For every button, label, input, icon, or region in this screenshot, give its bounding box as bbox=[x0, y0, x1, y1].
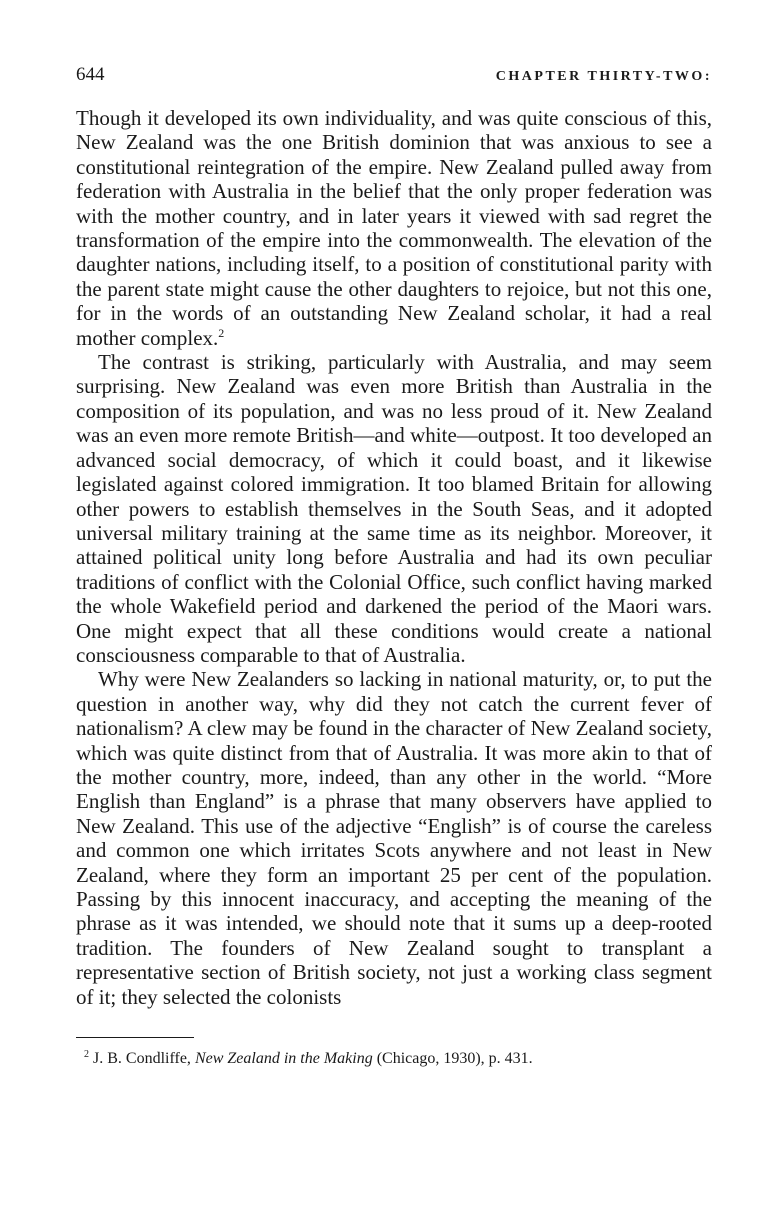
chapter-heading: CHAPTER THIRTY-TWO: bbox=[495, 69, 712, 84]
footnote-number: 2 bbox=[84, 1049, 89, 1061]
page-number: 644 bbox=[76, 64, 105, 85]
footnote-details: (Chicago, 1930), p. 431. bbox=[376, 1050, 533, 1068]
footnote-title: New Zealand in the Making bbox=[194, 1050, 373, 1068]
paragraph-2: The contrast is striking, particularly with Australia, and may seem surprising. New Zealand was even more British than Australia in the composition of its population, and was no less proud of it. New Zealand was an even more remote British—and white—outpost. It too developed an advanced social democracy, of which it could boast, and it likewise legislated against colored immigration. It too blamed Britain for allowing other powers to establish themselves in the South Seas, and it adopted universal military training at the same time as its neighbor. Moreover, it attained political unity long before Australia and had its own peculiar traditions of conflict with the Colonial Office, such conflict having marked the whole Wakefield period and darkened the period of the Maori wars. One might expect that all these conditions would create a national consciousness comparable to that of Australia. bbox=[76, 350, 712, 667]
paragraph-1-text: Though it developed its own individuality, and was quite conscious of this, New Zealand was the one British dominion that was anxious to see a constitutional reintegration of the empire. New Zealand pulled away from federation with Australia in the belief that the only proper federation was with the mother country, and in later years it viewed with sad regret the transformation of the empire into the commonwealth. The elevation of the daughter nations, including itself, to a position of constitutional parity with the parent state might cause the other daughters to rejoice, but not this one, for in the words of an outstanding New Zealand scholar, it had a real mother complex. bbox=[76, 106, 712, 350]
footnote-rule bbox=[76, 1037, 194, 1038]
footnote-reference: 2 bbox=[218, 325, 225, 340]
running-head bbox=[76, 64, 712, 94]
footnote-author: J. B. Condliffe, bbox=[93, 1050, 191, 1068]
body-text bbox=[76, 106, 712, 1009]
paragraph-1 bbox=[76, 106, 712, 350]
paragraph-3: Why were New Zealanders so lacking in national maturity, or, to put the question in another way, why did they not catch the current fever of nationalism? A clew may be found in the character of New Zealand society, which was quite distinct from that of Australia. It was more akin to that of the mother country, more, indeed, than any other in the world. “More English than England” is a phrase that many observers have applied to New Zealand. This use of the adjective “English” is of course the careless and common one which irritates Scots anywhere and not least in New Zealand, where they form an important 25 per cent of the population. Passing by this innocent inaccuracy, and accepting the meaning of the phrase as it was intended, we should note that it sums up a deep-rooted tradition. The founders of New Zealand sought to transplant a representative section of British society, not just a working class segment of it; they selected the colonists bbox=[76, 667, 712, 1009]
footnote bbox=[76, 1050, 712, 1068]
